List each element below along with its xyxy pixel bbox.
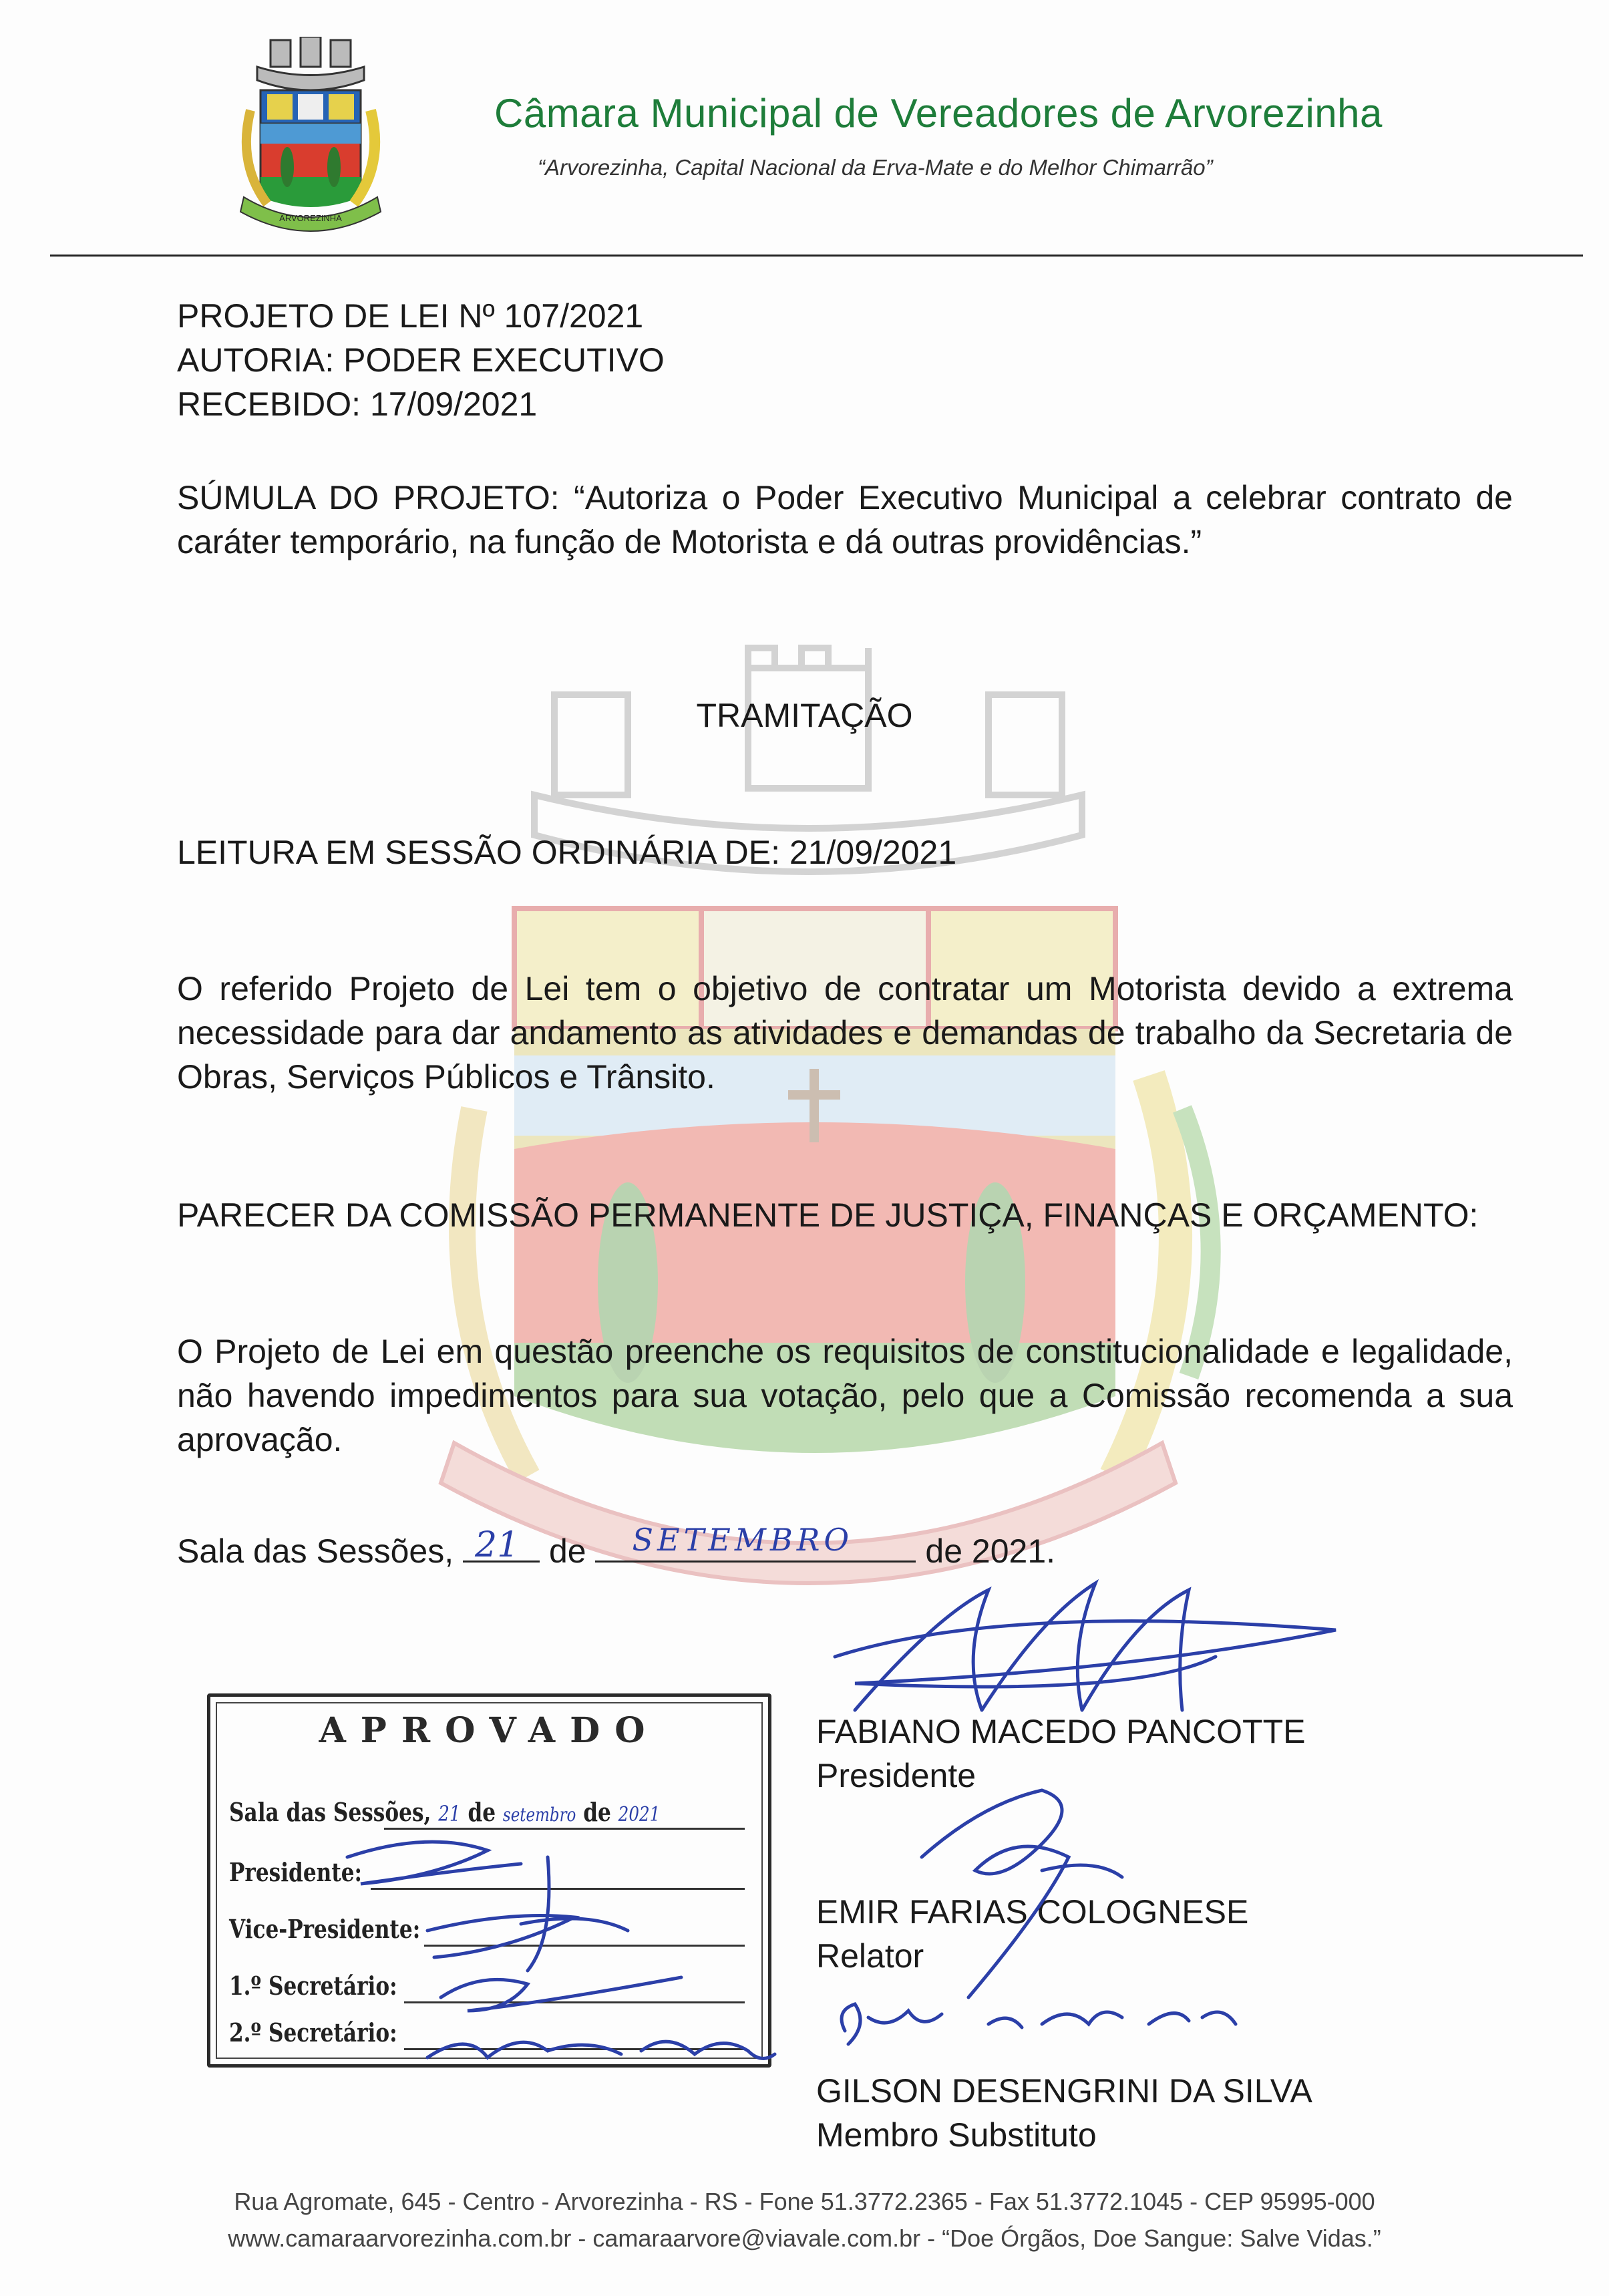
committee-opinion-text: O Projeto de Lei em questão preenche os requisitos de constitucionalidade e legalidade, não havendo impedimentos para sua votação, pelo que a Comissão recomenda a sua aprovação. (177, 1333, 1513, 1458)
stamp-row-session (229, 1797, 660, 1827)
signer-2-role: Relator (816, 1937, 924, 1975)
header-divider (50, 255, 1583, 257)
municipal-crest-icon (230, 37, 391, 237)
organization-name: Câmara Municipal de Vereadores de Arvorezinha (494, 91, 1383, 136)
stamp-session-year: 2021 (618, 1803, 661, 1826)
stamp-secretary1-label: 1.º Secretário: (229, 1971, 397, 2001)
footer-contacts: www.camaraarvorezinha.com.br - camaraarvore@viavale.com.br - “Doe Órgãos, Doe Sangue: Salve Vidas.” (228, 2225, 1381, 2252)
stamp-session-day: 21 (438, 1801, 461, 1826)
project-info (177, 294, 1446, 426)
session-month-blank (595, 1522, 916, 1563)
watermark-crest-icon (374, 641, 1242, 1643)
stamp-vice-president-label: Vice-Presidente: (229, 1914, 421, 1944)
stamp-president-label: Presidente: (229, 1857, 363, 1887)
stamp-title: APROVADO (319, 1710, 660, 1751)
signer-2-name: EMIR FARIAS COLOGNESE (816, 1893, 1249, 1931)
tramitacao-heading: TRAMITAÇÃO (696, 697, 913, 734)
session-year: de 2021. (925, 1532, 1056, 1570)
session-day-blank (463, 1527, 540, 1563)
stamp-session-de: de (468, 1797, 496, 1827)
stamp-vice-president-line (424, 1945, 745, 1947)
reading-session: LEITURA EM SESSÃO ORDINÁRIA DE: 21/09/2021 (177, 834, 957, 871)
project-objective: O referido Projeto de Lei tem o objetivo de contratar um Motorista devido a extrema necessidade para dar andamento as atividades e demandas de trabalho da Secretaria de Obras, Serviços Públicos e Trânsito. (177, 970, 1513, 1096)
signer-3-role: Membro Substituto (816, 2116, 1097, 2154)
stamp-secretary2-label: 2.º Secretário: (229, 2017, 397, 2047)
project-summary: SÚMULA DO PROJETO: “Autoriza o Poder Executivo Municipal a celebrar contrato de caráter temporário, na função de Motorista e dá outras providências.” (177, 479, 1513, 560)
project-number: PROJETO DE LEI Nº 107/2021 (177, 297, 644, 335)
crest-banner: ARVOREZINHA (279, 213, 342, 223)
approval-stamp (207, 1693, 771, 2068)
signer-1-role: Presidente (816, 1757, 976, 1794)
project-author: AUTORIA: PODER EXECUTIVO (177, 341, 665, 379)
footer-address: Rua Agromate, 645 - Centro - Arvorezinha - RS - Fone 51.3772.2365 - Fax 51.3772.1045 - CEP 95995-000 (234, 2188, 1375, 2215)
session-day-handwritten: 21 (475, 1525, 520, 1565)
stamp-session-month: setembro (502, 1804, 576, 1826)
session-date-line (177, 1522, 1056, 1573)
stamp-session-label: Sala das Sessões, (229, 1797, 431, 1827)
stamp-president-line (371, 1888, 745, 1890)
stamp-session-de2: de (583, 1797, 611, 1827)
stamp-secretary2-line (404, 2048, 745, 2050)
stamp-secretary1-line (404, 2001, 745, 2003)
committee-opinion-heading: PARECER DA COMISSÃO PERMANENTE DE JUSTIÇA, FINANÇAS E ORÇAMENTO: (177, 1196, 1479, 1234)
session-date-prefix: Sala das Sessões, (177, 1532, 454, 1570)
stamp-session-line (384, 1828, 745, 1830)
session-date-de: de (548, 1532, 586, 1570)
signer-3-name: GILSON DESENGRINI DA SILVA (816, 2072, 1312, 2110)
signer-1-name: FABIANO MACEDO PANCOTTE (816, 1713, 1306, 1750)
project-received-date: RECEBIDO: 17/09/2021 (177, 385, 538, 423)
session-month-handwritten: SETEMBRO (632, 1522, 854, 1558)
organization-motto: “Arvorezinha, Capital Nacional da Erva-Mate e do Melhor Chimarrão” (538, 155, 1213, 180)
